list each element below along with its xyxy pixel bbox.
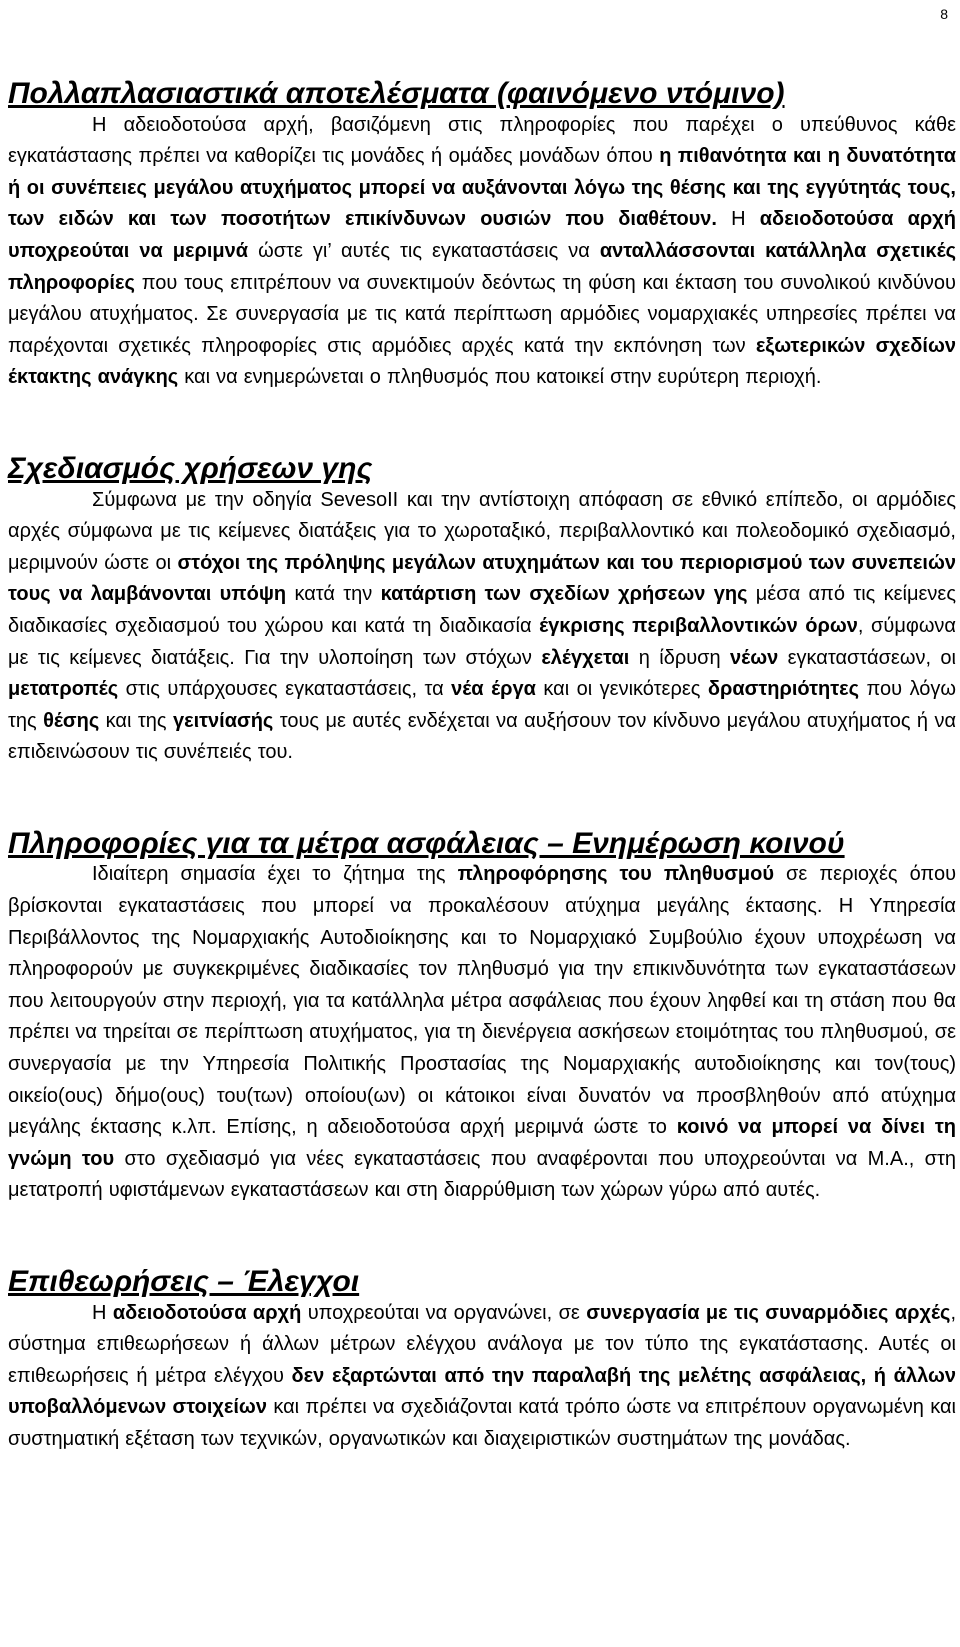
section-public-information	[8, 828, 956, 1207]
bold-text-run: αδειοδοτούσα αρχή υποχρεούται να μεριμνά	[8, 208, 957, 262]
bold-text-run: στόχοι της πρόληψης μεγάλων ατυχημάτων και του περιορισμού των συνεπειών τους να λαμβάνονται υπόψη	[8, 551, 956, 606]
section-paragraph	[8, 485, 956, 769]
text-run: στο σχεδιασμό για νέες εγκαταστάσεις που αναφέρονται που υποχρεούνται να Μ.Α., στη μετατροπή υφιστάμενων εγκαταστάσεων και στη διαρρύθμιση των χώρων γύρω από αυτές.	[8, 1147, 956, 1202]
bold-text-run: νέων	[730, 646, 779, 669]
text-run: και της	[99, 709, 173, 732]
section-paragraph	[8, 859, 956, 1207]
section-heading: Πληροφορίες για τα μέτρα ασφάλειας – Ενημέρωση κοινού	[8, 826, 845, 860]
text-run: και να ενημερώνεται ο πληθυσμός που κατοικεί στην ευρύτερη περιοχή.	[178, 366, 822, 389]
text-run: Η	[92, 1301, 113, 1324]
section-paragraph	[8, 1298, 956, 1456]
text-run: τους με αυτές ενδέχεται να αυξήσουν τον κίνδυνο μεγάλου ατυχήματος ή να επιδεινώσουν τις συνέπειές του.	[8, 709, 957, 764]
text-run: Ιδιαίτερη σημασία έχει το ζήτημα της	[92, 863, 458, 886]
bold-text-run: εξωτερικών σχεδίων έκτακτης ανάγκης	[8, 334, 956, 389]
text-run: μέσα από τις κείμενες διαδικασίες σχεδιασμού του χώρου και κατά τη διαδικασία	[8, 583, 956, 637]
bold-text-run: δραστηριότητες	[707, 678, 860, 701]
bold-text-run: νέα έργα	[451, 678, 536, 701]
bold-text-run: ανταλλάσσονται κατάλληλα σχετικές πληροφορίες	[8, 239, 956, 294]
text-run: η ίδρυση	[629, 646, 731, 669]
bold-text-run: μετατροπές	[8, 678, 119, 701]
text-run: στις υπάρχουσες εγκαταστάσεις, τα	[118, 678, 452, 701]
bold-text-run: κοινό να μπορεί να δίνει τη γνώμη του	[8, 1116, 956, 1170]
text-run: που λόγω της	[8, 678, 957, 732]
page-number: 8	[940, 6, 948, 22]
text-run: κατά την	[286, 583, 381, 606]
bold-text-run: κατάρτιση των σχεδίων χρήσεων γης	[380, 583, 748, 606]
text-run: σε περιοχές όπου βρίσκονται εγκαταστάσεις που μπορεί να προκαλέσουν ατύχημα μεγάλης έκτασης. Η Υπηρεσία Περιβάλλοντος της Νομαρχιακής Αυτοδιοίκησης και το Νομαρχιακό Συμβούλιο έχουν υποχρέωση να πληροφορούν με συγκεκριμένες διαδικασίες τον πληθυσμό για την επικινδυνότητα των εγκαταστάσεων που λειτουργούν στην περιοχή, για τα κατάλληλα μέτρα ασφάλειας που έχουν ληφθεί και τη στάση που θα πρέπει να τηρείται σε περίπτωση ατυχήματος, για τη διενέργεια ασκήσεων ετοιμότητας του πληθυσμού, σε συνεργασία με την Υπηρεσία Πολιτικής Προστασίας της Νομαρχιακής αυτοδιοίκησης και τον(τους) οικείο(ους) δήμο(ους) του(των) οποίου(ων) οι κάτοικοι είναι δυνατόν να προσβληθούν από ατύχημα μεγάλης έκτασης κ.λπ. Επίσης, η αδειοδοτούσα αρχή μεριμνά ώστε το	[8, 863, 957, 1139]
text-run: και πρέπει να σχεδιάζονται κατά τρόπο ώστε να επιτρέπουν οργανωμένη και συστηματική εξέταση των τεχνικών, οργανωτικών και διαχειριστικών συστημάτων της μονάδας.	[8, 1396, 957, 1450]
section-heading: Σχεδιασμός χρήσεων γης	[8, 451, 373, 485]
text-run: Σύμφωνα με την οδηγία SevesoII και την αντίστοιχη απόφαση σε εθνικό επίπεδο, οι αρμόδιες αρχές σύμφωνα με τις κείμενες διατάξεις για το χωροταξικό, περιβαλλοντικό και πολεοδομικό σχεδιασμό, μεριμνούν ώστε οι	[8, 488, 956, 574]
text-run: υποχρεούται να οργανώνει, σε	[301, 1301, 587, 1324]
bold-text-run: αδειοδοτούσα αρχή	[112, 1301, 302, 1324]
text-run: , σύμφωνα με τις κείμενες διατάξεις. Για την υλοποίηση των στόχων	[8, 614, 956, 669]
section-inspections	[8, 1266, 956, 1456]
section-domino-effects	[8, 78, 956, 394]
bold-text-run: η πιθανότητα και η δυνατότητα ή οι συνέπειες μεγάλου ατυχήματος μπορεί να αυξάνονται λόγω της θέσης και της εγγύτητάς τους, των ειδών και των ποσοτήτων επικίνδυνων ουσιών που διαθέτουν.	[8, 145, 956, 231]
text-run: εγκαταστάσεων, οι	[778, 646, 956, 669]
text-run: , σύστημα επιθεωρήσεων ή άλλων μέτρων ελέγχου ανάλογα με τον τύπο της εγκατάστασης. Αυτές οι επιθεωρήσεις ή μέτρα ελέγχου	[8, 1301, 956, 1387]
section-heading: Επιθεωρήσεις – Έλεγχοι	[8, 1265, 360, 1298]
text-run: και οι γενικότερες	[535, 678, 708, 701]
bold-text-run: έγκρισης περιβαλλοντικών όρων	[539, 614, 858, 637]
section-land-use-planning	[8, 453, 956, 769]
text-run: Η	[717, 208, 760, 231]
bold-text-run: θέσης	[43, 709, 100, 732]
section-paragraph	[8, 110, 956, 394]
text-run: Η αδειοδοτούσα αρχή, βασιζόμενη στις πληροφορίες που παρέχει ο υπεύθυνος κάθε εγκατάστασης πρέπει να καθορίζει τις μονάδες ή ομάδες μονάδων όπου	[8, 113, 956, 168]
bold-text-run: πληροφόρησης του πληθυσμού	[457, 863, 774, 886]
bold-text-run: ελέγχεται	[541, 646, 630, 669]
bold-text-run: γειτνίασής	[172, 709, 274, 732]
text-run: ώστε γι’ αυτές τις εγκαταστάσεις να	[248, 239, 600, 262]
bold-text-run: δεν εξαρτώνται από την παραλαβή της μελέτης ασφάλειας, ή άλλων υποβαλλόμενων στοιχείων	[8, 1364, 956, 1419]
bold-text-run: συνεργασία με τις συναρμόδιες αρχές	[586, 1301, 951, 1324]
section-heading: Πολλαπλασιαστικά αποτελέσματα (φαινόμενο ντόμινο)	[8, 77, 785, 110]
text-run: που τους επιτρέπουν να συνεκτιμούν δεόντως τη φύση και έκταση του συνολικού κινδύνου μεγάλου ατυχήματος. Σε συνεργασία με τις κατά περίπτωση αρμόδιες νομαρχιακές υπηρεσίες πρέπει να παρέχονται σχετικές πληροφορίες στις αρμόδιες αρχές κατά την εκπόνηση των	[8, 271, 956, 357]
